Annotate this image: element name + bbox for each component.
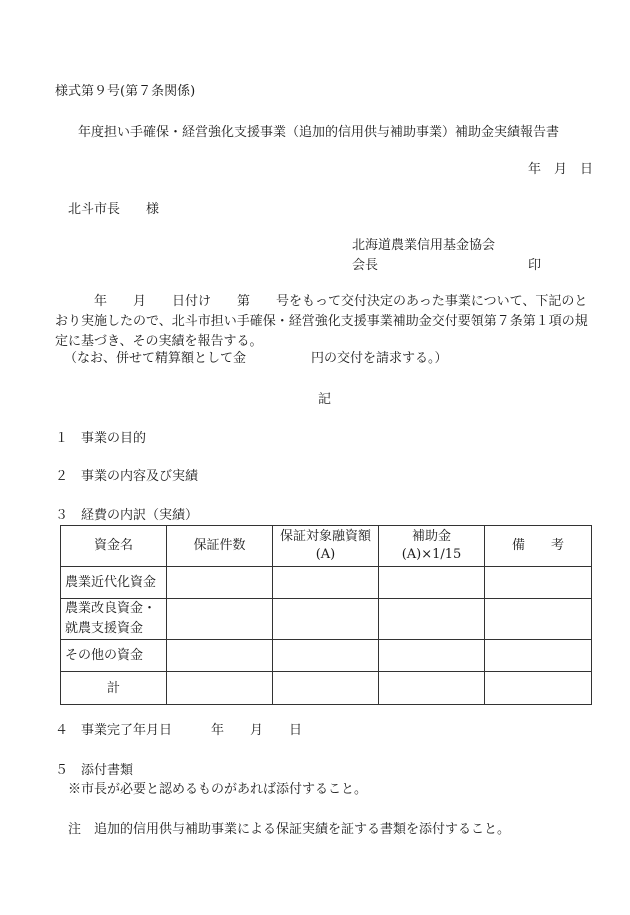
document-title: 年度担い手確保・経営強化支援事業（追加的信用供与補助事業）補助金実績報告書 xyxy=(78,125,560,140)
section-4-completion-date: ４ 事業完了年月日 年 月 日 xyxy=(55,723,303,738)
table-row xyxy=(61,599,592,640)
header-remarks: 備 考 xyxy=(485,526,592,567)
sender-organization: 北海道農業信用基金協会 xyxy=(352,238,496,253)
table-row xyxy=(61,567,592,599)
table-cell xyxy=(167,640,273,672)
form-number: 様式第９号(第７条関係) xyxy=(55,84,196,99)
table-cell xyxy=(379,640,485,672)
section-1-purpose: １ 事業の目的 xyxy=(55,431,147,446)
section-3-expenses: ３ 経費の内訳（実績） xyxy=(55,508,199,523)
row-label-other-fund: その他の資金 xyxy=(61,640,167,672)
table-cell xyxy=(485,599,592,640)
addressee: 北斗市長 様 xyxy=(68,202,160,217)
table-cell xyxy=(273,640,379,672)
claim-text: （なお、併せて精算額として金 円の交付を請求する。） xyxy=(64,351,448,366)
row-label-improvement-fund-line2: 就農支援資金 xyxy=(65,621,144,636)
header-loan-amount-line2: (A) xyxy=(315,547,336,562)
header-guarantee-count: 保証件数 xyxy=(167,526,273,567)
table-total-row xyxy=(61,672,592,705)
row-label-improvement-fund-line1: 農業改良資金・ xyxy=(65,601,157,616)
table-cell xyxy=(273,599,379,640)
attachment-note: ※市長が必要と認めるものがあれば添付すること。 xyxy=(68,782,368,797)
table-cell xyxy=(485,567,592,599)
header-loan-amount-line1: 保証対象融資額 xyxy=(279,529,371,544)
sender-title: 会長 xyxy=(352,258,379,273)
report-date: 年 月 日 xyxy=(528,162,594,177)
section-2-content: ２ 事業の内容及び実績 xyxy=(55,469,199,484)
table-cell xyxy=(379,672,485,705)
table-cell xyxy=(167,599,273,640)
header-subsidy-line2: (A)×1/15 xyxy=(401,547,462,562)
table-cell xyxy=(273,672,379,705)
expense-table xyxy=(60,525,592,705)
table-row xyxy=(61,640,592,672)
row-label-modernization-fund: 農業近代化資金 xyxy=(61,567,167,599)
table-cell xyxy=(485,640,592,672)
header-subsidy xyxy=(379,526,485,567)
section-5-attachments: ５ 添付書類 xyxy=(55,763,134,778)
body-text: 年 月 日付け 第 号をもって交付決定のあった事業について、下記のとおり実施したので、北斗市担い手確保・経営強化支援事業補助金交付要領第７条第１項の規定に基づき、その実績を報告する。 xyxy=(55,294,588,349)
footnote: 注 追加的信用供与補助事業による保証実績を証する書類を添付すること。 xyxy=(68,822,511,837)
header-loan-amount xyxy=(273,526,379,567)
table-cell xyxy=(273,567,379,599)
table-cell xyxy=(167,672,273,705)
seal-mark: 印 xyxy=(528,258,542,273)
ki-heading: 記 xyxy=(318,392,332,407)
header-fund-name: 資金名 xyxy=(61,526,167,567)
table-header-row xyxy=(61,526,592,567)
row-label-improvement-fund xyxy=(61,599,167,640)
table-cell xyxy=(379,599,485,640)
table-cell xyxy=(485,672,592,705)
row-label-total: 計 xyxy=(61,672,167,705)
header-subsidy-line1: 補助金 xyxy=(411,529,451,544)
table-cell xyxy=(167,567,273,599)
table-cell xyxy=(379,567,485,599)
